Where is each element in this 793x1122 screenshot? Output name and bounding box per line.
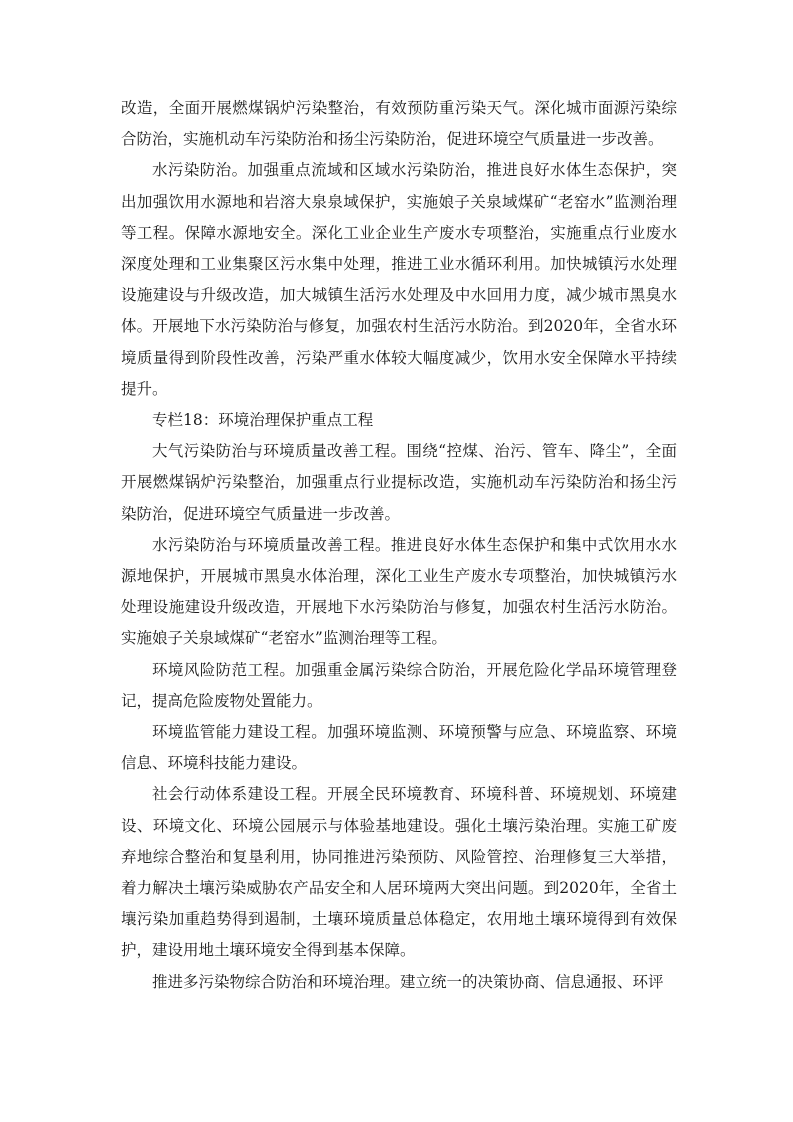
paragraph-risk-project: 环境风险防范工程。加强重金属污染综合防治，开展危险化学品环境管理登记，提高危险废物处置能力。 — [121, 660, 677, 710]
paragraph-continuation: 改造，全面开展燃煤锅炉污染整治，有效预防重污染天气。深化城市面源污染综合防治，实施机动车污染防治和扬尘污染防治，促进环境空气质量进一步改善。 — [121, 99, 677, 149]
paragraph-multi-pollutant: 推进多污染物综合防治和环境治理。建立统一的决策协商、信息通报、环评 — [152, 972, 664, 991]
column-heading: 专栏18：环境治理保护重点工程 — [152, 411, 374, 430]
paragraph-water-pollution: 水污染防治。加强重点流域和区域水污染防治，推进良好水体生态保护，突出加强饮用水源地和岩溶大泉泉域保护，实施娘子关泉域煤矿“老窑水”监测治理等工程。保障水源地安全。深化工业企业生产废水专项整治，实施重点行业废水深度处理和工业集聚区污水集中处理，推进工业水循环利用。加快城镇污水处理设施建设与升级改造，加大城镇生活污水处理及中水回用力度，减少城市黑臭水体。开展地下水污染防治与修复，加强农村生活污水防治。到2020年，全省水环境质量得到阶段性改善，污染严重水体较大幅度减少，饮用水安全保障水平持续提升。 — [121, 161, 677, 398]
paragraph-air-project: 大气污染防治与环境质量改善工程。围绕“控煤、治污、管车、降尘”，全面开展燃煤锅炉污染整治，加强重点行业提标改造，实施机动车污染防治和扬尘污染防治，促进环境空气质量进一步改善。 — [121, 442, 677, 523]
document-body — [121, 93, 677, 998]
paragraph-monitoring-project: 环境监管能力建设工程。加强环境监测、环境预警与应急、环境监察、环境信息、环境科技能力建设。 — [121, 723, 677, 773]
paragraph-water-project: 水污染防治与环境质量改善工程。推进良好水体生态保护和集中式饮用水水源地保护，开展城市黑臭水体治理，深化工业生产废水专项整治，加快城镇污水处理设施建设升级改造，开展地下水污染防治与修复，加强农村生活污水防治。实施娘子关泉域煤矿“老窑水”监测治理等工程。 — [121, 535, 677, 648]
paragraph-social-project: 社会行动体系建设工程。开展全民环境教育、环境科普、环境规划、环境建设、环境文化、环境公园展示与体验基地建设。强化土壤污染治理。实施工矿废弃地综合整治和复垦利用，协同推进污染预防、风险管控、治理修复三大举措，着力解决土壤污染威胁农产品安全和人居环境两大突出问题。到2020年，全省土壤污染加重趋势得到遏制，土壤环境质量总体稳定，农用地土壤环境得到有效保护，建设用地土壤环境安全得到基本保障。 — [121, 785, 677, 960]
